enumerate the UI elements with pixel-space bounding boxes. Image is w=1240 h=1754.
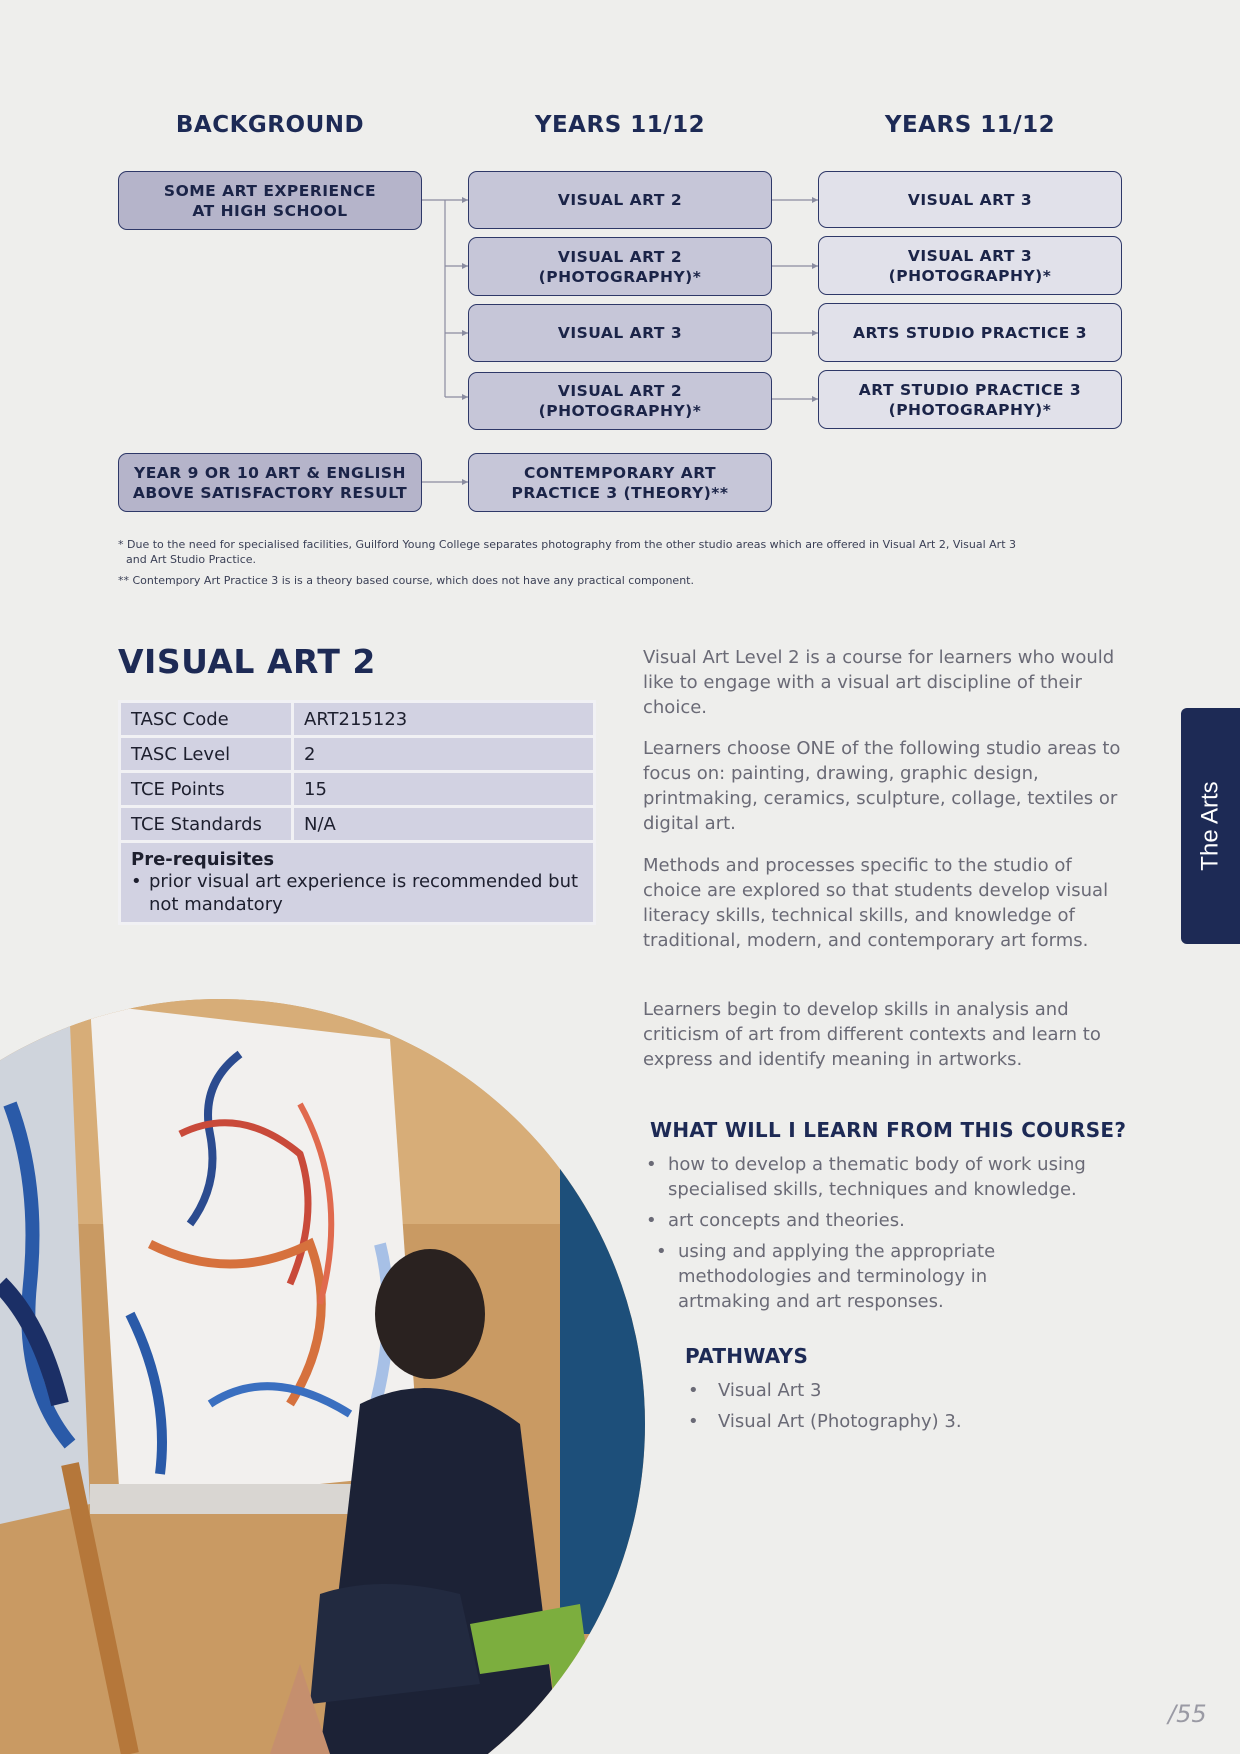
learn-item: [656, 1239, 1038, 1314]
learn-item: [646, 1208, 1128, 1233]
flow-box-right-visual-art-3-photography: VISUAL ART 3 (PHOTOGRAPHY)*: [818, 236, 1122, 295]
header-background: BACKGROUND: [175, 112, 365, 138]
paragraph-methods: Methods and processes specific to the studio of choice are explored so that students develop visual literacy skills, technical skills, and knowledge of traditional, modern, and contemporary art forms.: [643, 855, 1109, 951]
student-painting-photo: [0, 984, 645, 1754]
flow-box-visual-art-2: VISUAL ART 2: [468, 171, 772, 229]
header-years-right: YEARS 11/12: [884, 112, 1056, 138]
course-info-table: [118, 700, 596, 925]
pathway-item: [688, 1378, 822, 1403]
footnote-one-cont: and Art Studio Practice.: [126, 553, 257, 566]
bullet-dot: •: [646, 1210, 657, 1231]
flow-box-year-9-10-art: YEAR 9 OR 10 ART & ENGLISH ABOVE SATISFACTORY RESULT: [118, 453, 422, 512]
flow-box-right-visual-art-3: VISUAL ART 3: [818, 171, 1122, 228]
bullet-dot: •: [688, 1411, 699, 1432]
flow-box-visual-art-2-photography-b: VISUAL ART 2 (PHOTOGRAPHY)*: [468, 372, 772, 430]
prereq-item: • prior visual art experience is recommended but not mandatory: [131, 870, 583, 922]
paragraph-intro: Visual Art Level 2 is a course for learners who would like to engage with a visual art discipline of their choice.: [643, 647, 1115, 718]
bullet-dot: •: [688, 1380, 699, 1401]
learn-item-text: art concepts and theories.: [668, 1210, 905, 1231]
learn-item-text: using and applying the appropriate methodologies and terminology in artmaking and art responses.: [678, 1241, 996, 1312]
flow-box-art-studio-practice-3-photography: ART STUDIO PRACTICE 3 (PHOTOGRAPHY)*: [818, 370, 1122, 429]
table-value: N/A: [293, 807, 595, 842]
table-value: 2: [293, 737, 595, 772]
table-row: [120, 807, 595, 842]
header-years-middle: YEARS 11/12: [534, 112, 706, 138]
table-value: 15: [293, 772, 595, 807]
flow-box-arts-studio-practice-3: ARTS STUDIO PRACTICE 3: [818, 303, 1122, 362]
table-row: [120, 737, 595, 772]
table-row: [120, 772, 595, 807]
table-key: TASC Level: [120, 737, 293, 772]
pathway-item-text: Visual Art 3: [718, 1380, 822, 1401]
prereq-title: Pre-requisites: [131, 849, 275, 870]
pathways-heading: PATHWAYS: [685, 1344, 809, 1368]
footnote-photography: [118, 537, 1118, 567]
paragraph-analysis: Learners begin to develop skills in analysis and criticism of art from different contexts and learn to express and identify meaning in artworks.: [643, 999, 1101, 1070]
flow-box-visual-art-3: VISUAL ART 3: [468, 304, 772, 362]
table-key: TASC Code: [120, 702, 293, 737]
table-key: TCE Points: [120, 772, 293, 807]
pathway-item: [688, 1409, 962, 1434]
paragraph-studio-areas: Learners choose ONE of the following studio areas to focus on: painting, drawing, graphic design, printmaking, ceramics, sculpture, collage, textiles or digital art.: [643, 738, 1121, 834]
table-key: TCE Standards: [120, 807, 293, 842]
flow-box-contemporary-art-practice: CONTEMPORARY ART PRACTICE 3 (THEORY)**: [468, 453, 772, 512]
section-side-tab: [1181, 708, 1240, 944]
pathway-item-text: Visual Art (Photography) 3.: [718, 1411, 962, 1432]
side-tab-label: The Arts: [1196, 781, 1224, 871]
learn-item-text: how to develop a thematic body of work using specialised skills, techniques and knowledge.: [668, 1154, 1086, 1200]
footnote-theory: ** Contempory Art Practice 3 is is a theory based course, which does not have any practical component.: [118, 574, 694, 587]
learn-item: [646, 1152, 1128, 1202]
table-row-prereq: [120, 842, 595, 924]
page-number: /55: [1168, 1700, 1207, 1728]
course-title: VISUAL ART 2: [118, 642, 376, 681]
table-value: ART215123: [293, 702, 595, 737]
flow-box-visual-art-2-photography: VISUAL ART 2 (PHOTOGRAPHY)*: [468, 237, 772, 296]
table-row: [120, 702, 595, 737]
flow-box-some-art-experience: SOME ART EXPERIENCE AT HIGH SCHOOL: [118, 171, 422, 230]
bullet-dot: •: [656, 1241, 667, 1262]
prereq-cell: [120, 842, 595, 924]
footnote-one: * Due to the need for specialised facilities, Guilford Young College separates photography from the other studio areas which are offered in Visual Art 2, Visual Art 3: [118, 538, 1017, 551]
learn-heading: WHAT WILL I LEARN FROM THIS COURSE?: [650, 1118, 1127, 1142]
bullet-dot: •: [646, 1154, 657, 1175]
